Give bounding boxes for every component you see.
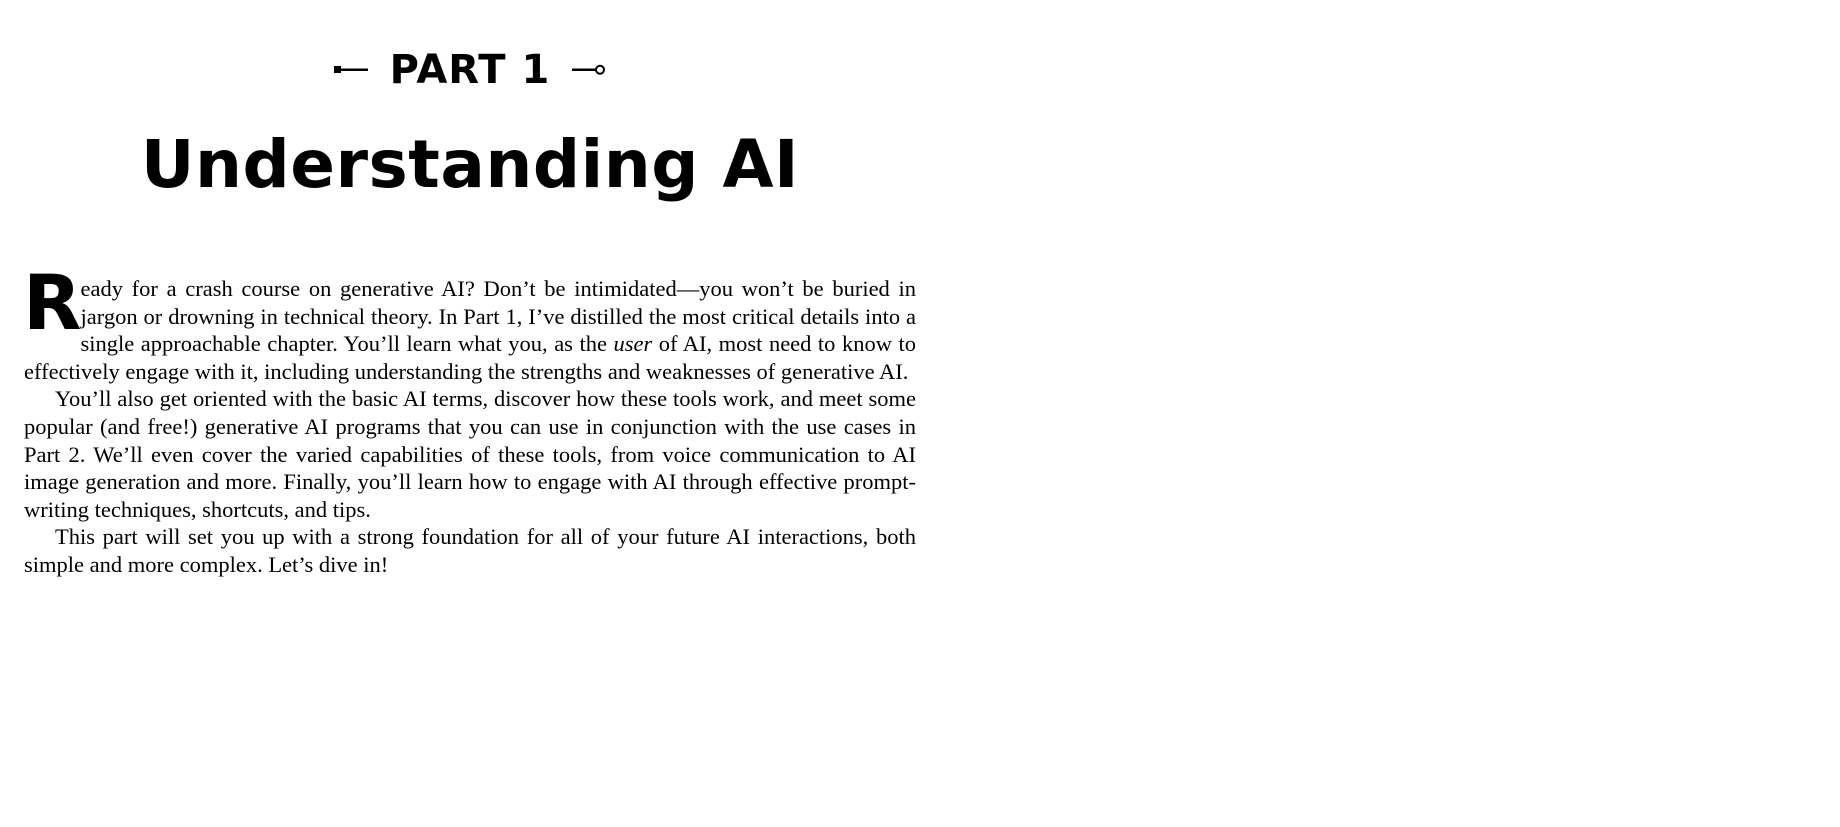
line-circle-ornament-icon (572, 63, 606, 81)
square-line-ornament-icon (334, 63, 368, 81)
intro-paragraph-3: This part will set you up with a strong foundation for all of your future AI interactions, both simple and more complex. Let’s dive in! (24, 524, 916, 577)
intro-paragraph-1 (24, 238, 916, 385)
part-heading (24, 47, 916, 93)
chapter-intro-text (24, 238, 916, 579)
paragraph-1-end: of AI, most need to know to effectively engage with it, including understanding the strengths and weaknesses of generative AI. (24, 331, 916, 384)
chapter-title: Understanding AI (140, 126, 800, 203)
paragraph-1-emphasis: user (613, 331, 653, 357)
part-label: PART 1 (389, 47, 551, 93)
drop-cap-letter: R (23, 258, 80, 347)
paragraph-1-text: eady for a crash course on generative AI? Don’t be intimidated—you won’t be buried in jargon or drowning in technical theory. In Part 1, I’ve distilled the most critical details into a single approachable chapter. You’ll learn what you, as the (80, 276, 916, 357)
intro-paragraph-2: You’ll also get oriented with the basic AI terms, discover how these tools work, and meet some popular (and free!) generative AI programs that you can use in conjunction with the use cases in Part 2. We’ll even cover the varied capabilities of these tools, from voice communication to AI image generation and more. Finally, you’ll learn how to engage with AI through effective prompt-writing techniques, shortcuts, and tips. (24, 386, 916, 522)
